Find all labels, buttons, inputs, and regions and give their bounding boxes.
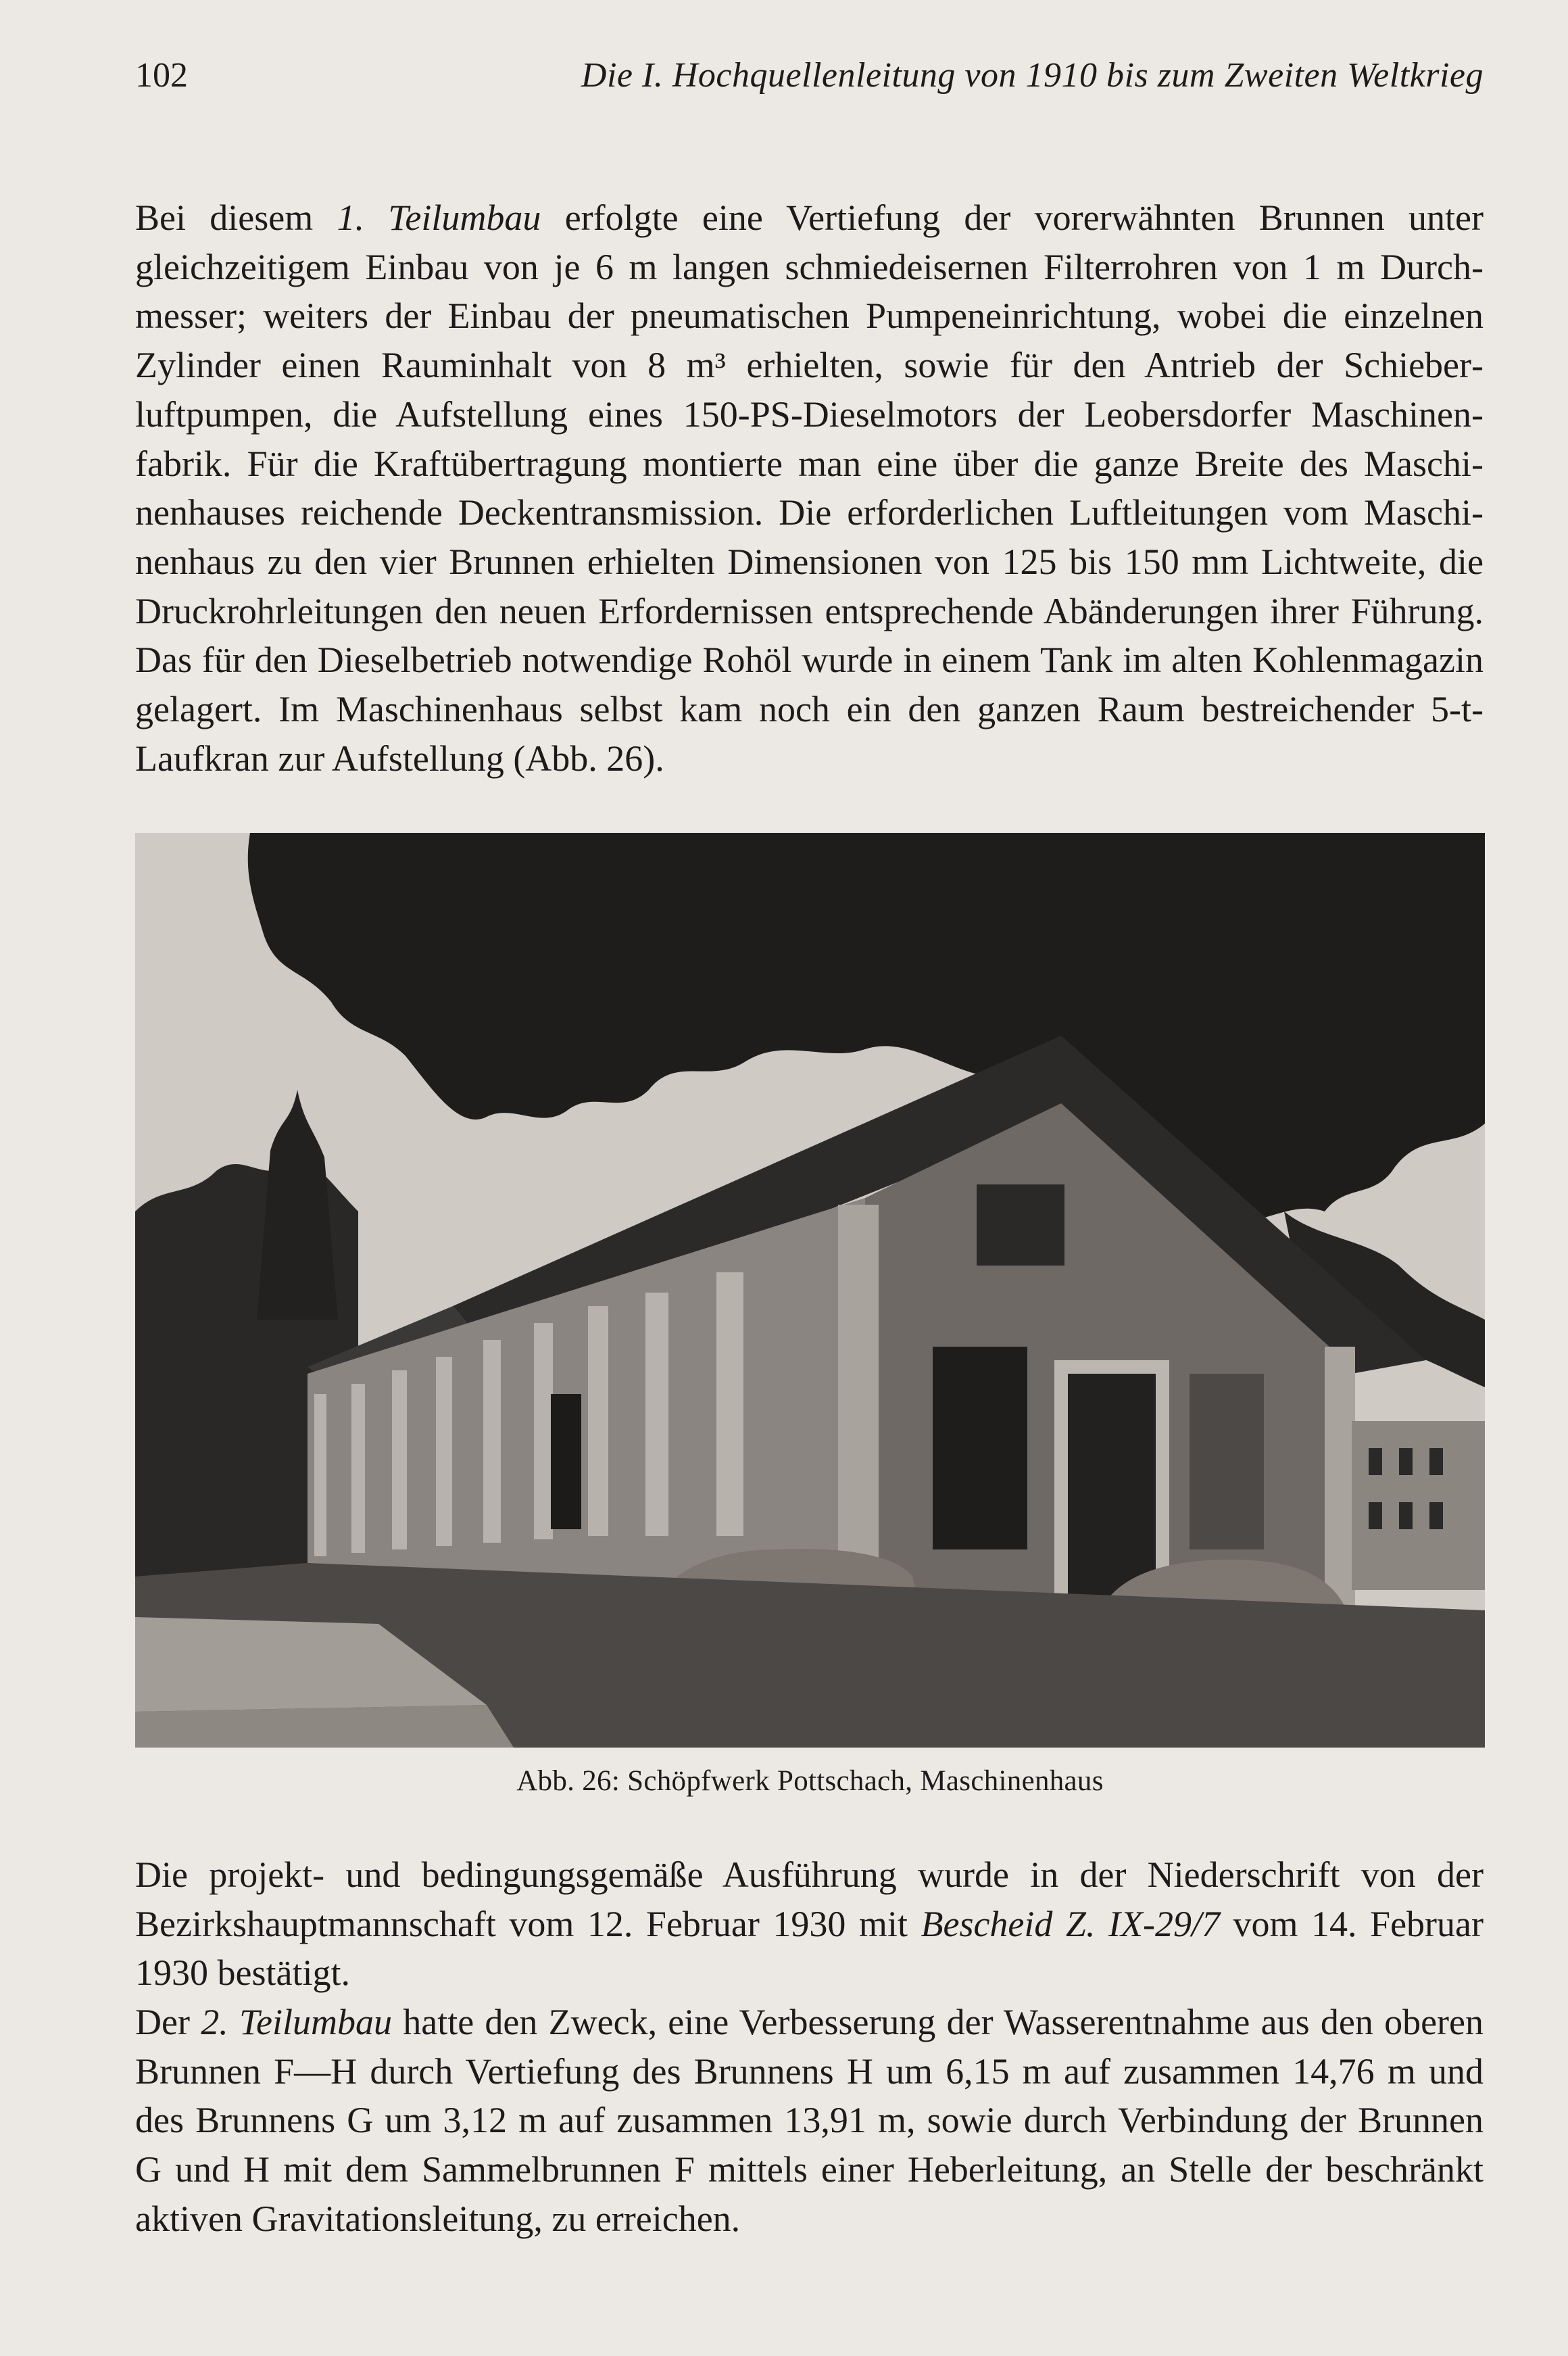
photo-machine-house [135, 833, 1485, 1748]
photo-illustration [135, 833, 1485, 1748]
italic-term: Bescheid Z. IX-29/7 [921, 1903, 1220, 1944]
paragraph-text: Der [135, 2002, 201, 2042]
paragraph-text: Die projekt- und bedingungsgemäße Ausführung wurde in der Niederschrift von der Bezirkshauptmannschaft vom 12. Februar 1930 mit [135, 1854, 1484, 1944]
paragraph-text: vom 14. Februar 1930 bestätigt. [135, 1903, 1484, 1994]
italic-term: 1. Teilumbau [337, 197, 541, 238]
page-header [135, 55, 1484, 103]
paragraph-text: hatte den Zweck, eine Verbesserung der Wasserentnahme aus den oberen Brunnen F—H durch Vertiefung des Brunnens H um 6,15 m auf zusammen 14,76 m und des Brunnens G um 3,12 m auf zusammen 13,91 m, sowie durch Verbindung der Brunnen G und H mit dem Sammelbrunnen F mittels einer Heberleitung, an Stelle der beschränkt aktiven Gravitationsleitung, zu erreichen. [135, 2002, 1484, 2239]
paragraph-text: erfolgte eine Vertiefung der vorerwähnten Brunnen unter gleichzeitigem Einbau von je 6 m langen schmiedeisernen Filterrohren von 1 m Durchmesser; weiters der Einbau der pneumatischen Pumpeneinrichtung, wobei die einzelnen Zylinder einen Rauminhalt von 8 m³ erhielten, sowie für den Antrieb der Schieberluftpumpen, die Aufstellung eines 150-PS-Dieselmotors der Leobersdorfer Maschinenfabrik. Für die Kraftübertragung montierte man eine über die ganze Breite des Maschinenhauses reichende Deckentransmission. Die erforderlichen Luftleitungen vom Maschinenhaus zu den vier Brunnen erhielten Dimensionen von 125 bis 150 mm Lichtweite, die Druckrohrleitungen den neuen Erfordernissen entsprechende Abänderungen ihrer Führung. Das für den Dieselbetrieb notwendige Rohöl wurde in einem Tank im alten Kohlenmagazin gelagert. Im Maschinenhaus selbst kam noch ein den ganzen Raum bestreichender 5-t-Laufkran zur Aufstellung (Abb. 26). [135, 197, 1484, 779]
italic-term: 2. Teilumbau [201, 2002, 392, 2042]
paragraph-text: Bei diesem [135, 197, 337, 238]
paragraph-first-rebuild [135, 193, 1484, 783]
figure-caption: Abb. 26: Schöpfwerk Pottschach, Maschinenhaus [516, 1765, 1104, 1797]
paragraph-second-rebuild [135, 1998, 1484, 2244]
running-title: Die I. Hochquellenleitung von 1910 bis zum Zweiten Weltkrieg [581, 56, 1484, 95]
page-number: 102 [135, 56, 188, 95]
paragraph-approval [135, 1850, 1484, 1998]
